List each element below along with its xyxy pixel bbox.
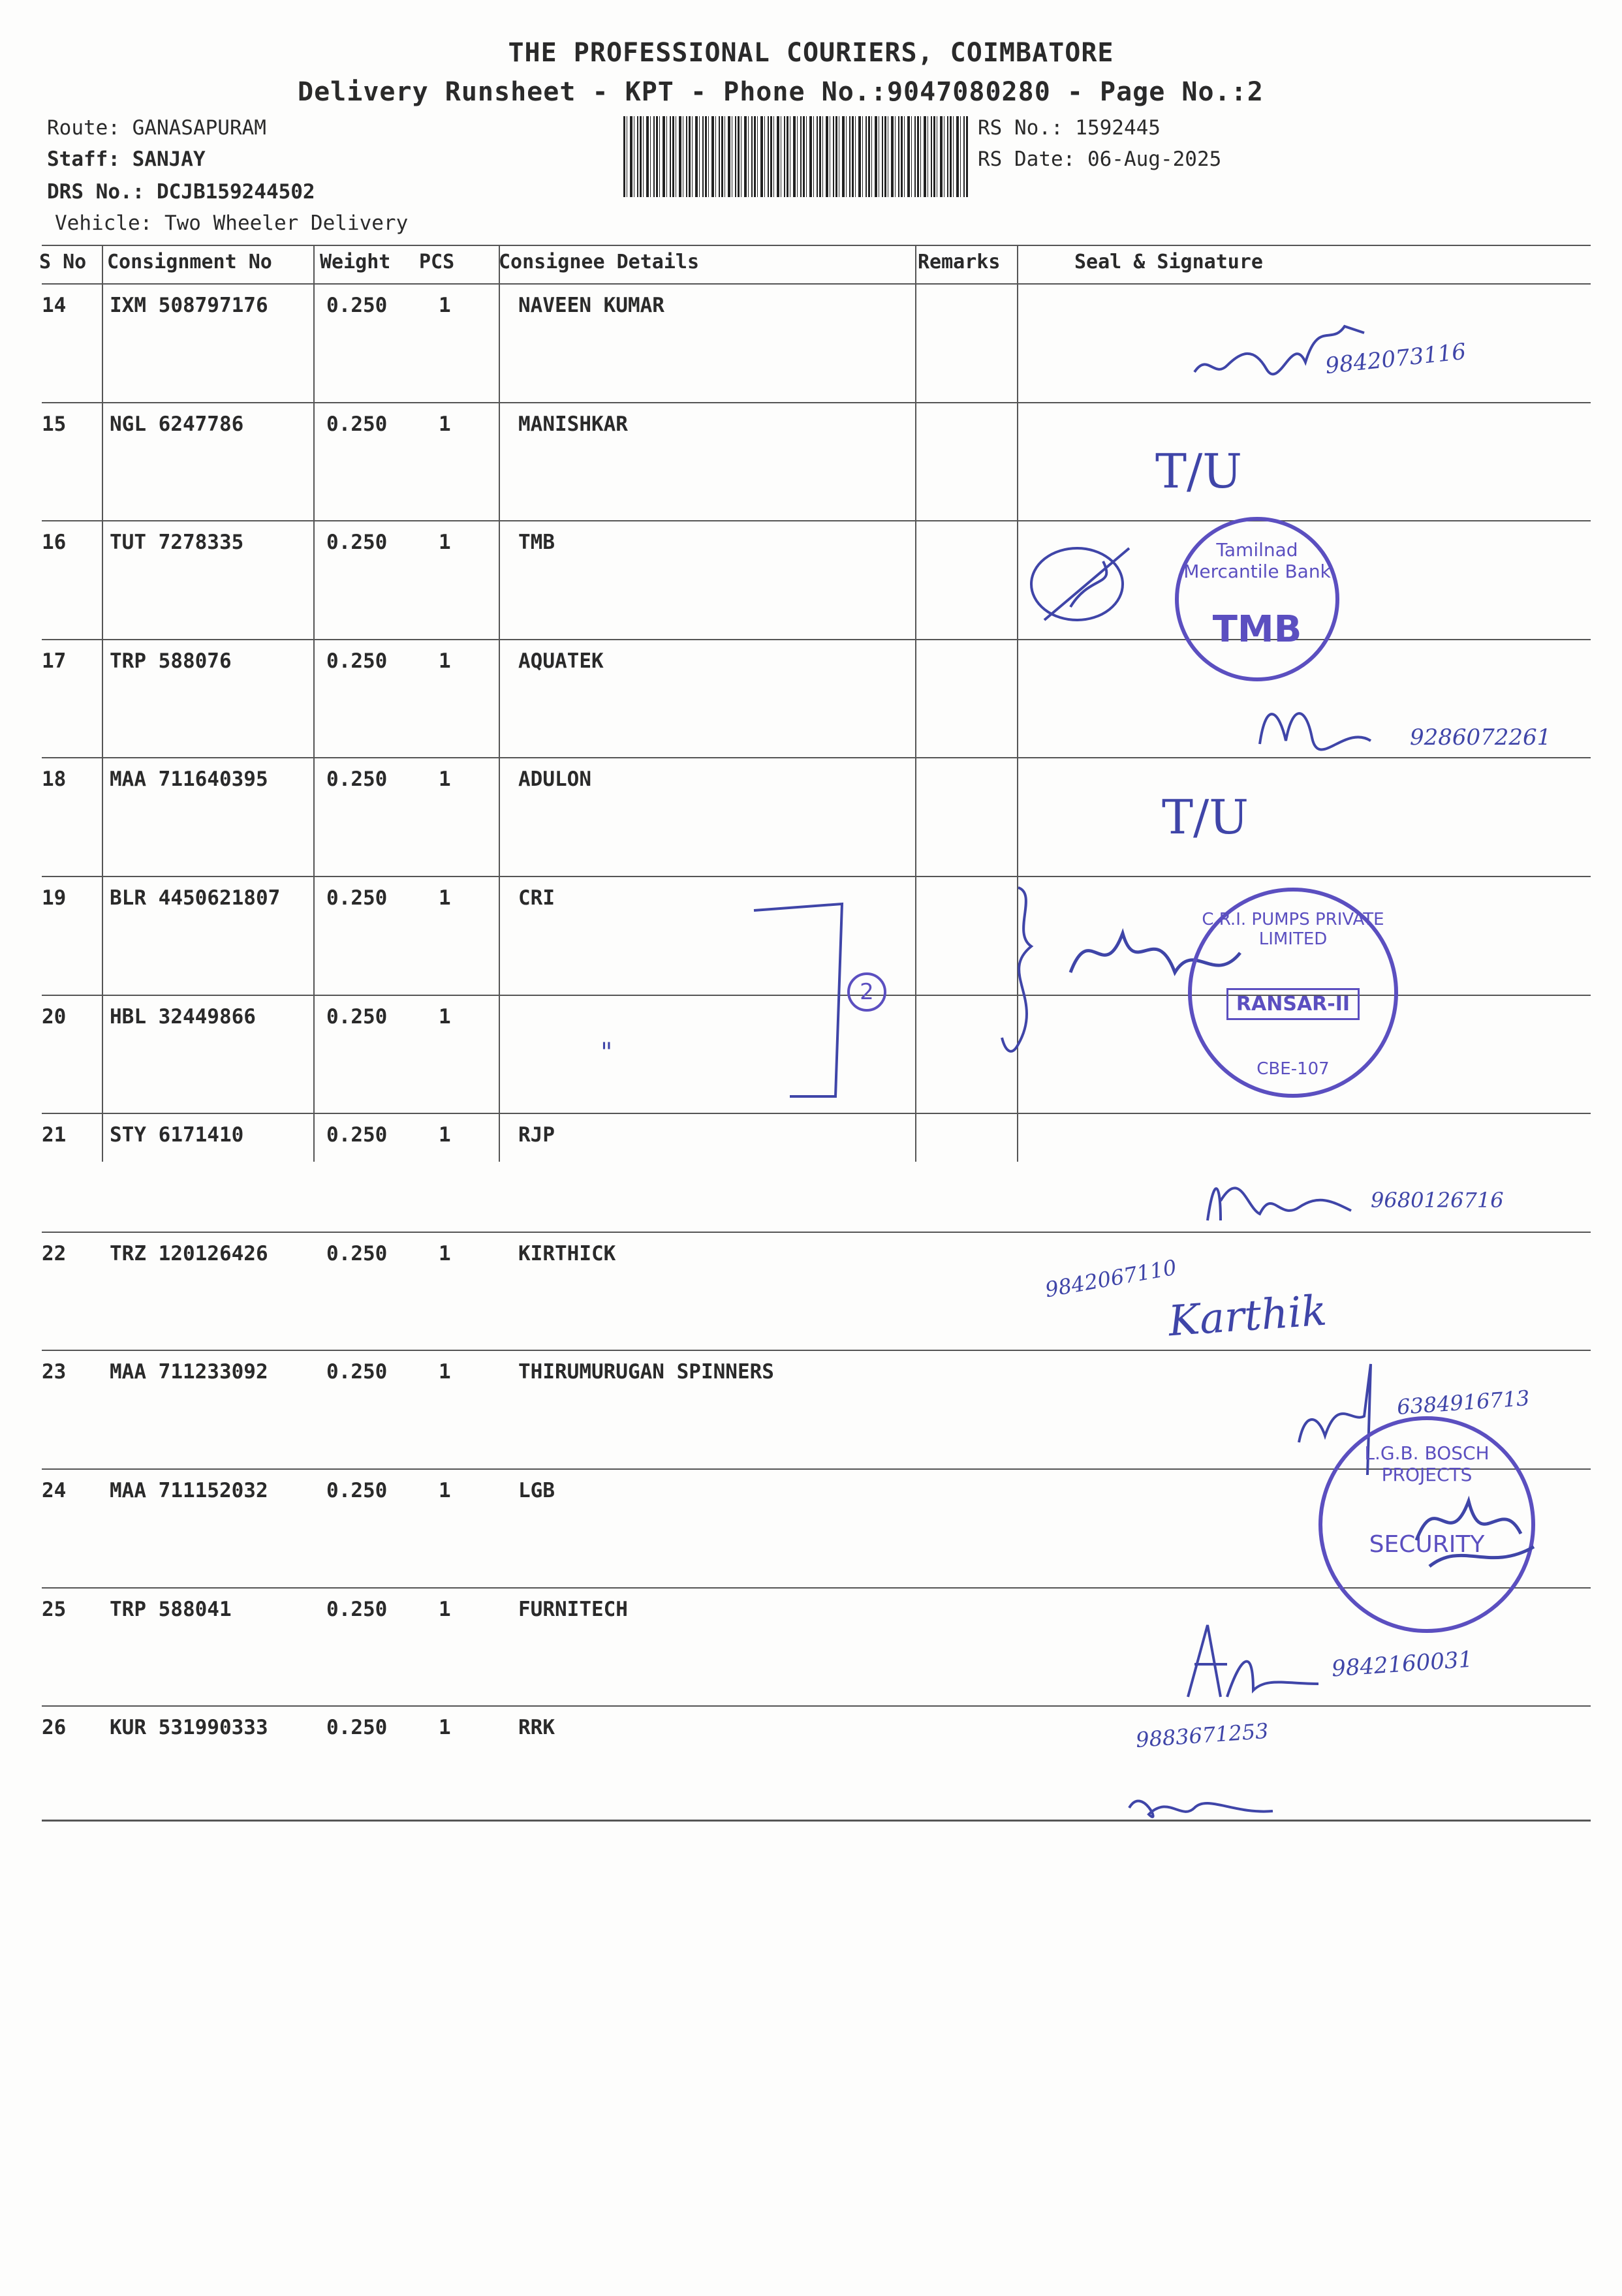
row-consignment-no: MAA 711152032	[110, 1479, 268, 1502]
row-sno: 26	[42, 1716, 67, 1740]
row-sno: 14	[42, 294, 67, 317]
row-pcs: 1	[439, 1123, 451, 1147]
col-consignee: Consignee Details	[499, 251, 700, 273]
runsheet-subtitle: Delivery Runsheet - KPT - Phone No.:9047080280 - Page No.:2	[298, 77, 1264, 107]
row-sno: 22	[42, 1241, 67, 1265]
phone-note: 9883671253	[1134, 1718, 1270, 1753]
lgb-stamp: L.G.B. BOSCH PROJECTS SECURITY	[1318, 1416, 1535, 1633]
ditto-mark: "	[600, 1038, 613, 1068]
barcode	[623, 116, 968, 197]
row-consignee: MANISHKAR	[518, 412, 628, 436]
row-consignee: RRK	[518, 1716, 555, 1740]
phone-note: 9286072261	[1410, 724, 1552, 751]
row-weight: 0.250	[326, 1360, 388, 1384]
row-consignee: TMB	[518, 531, 555, 555]
row-sno: 25	[42, 1597, 67, 1621]
row-sno: 24	[42, 1479, 67, 1502]
row-pcs: 1	[439, 1004, 451, 1029]
row-weight: 0.250	[326, 1479, 388, 1502]
table-top-rule	[42, 245, 1591, 246]
col-pcs: PCS	[419, 251, 455, 273]
staff-label: Staff: SANJAY	[47, 147, 206, 171]
phone-note: 9842160031	[1330, 1646, 1474, 1683]
row-sno: 19	[42, 886, 67, 910]
col-divider	[499, 245, 500, 1162]
col-weight: Weight	[320, 251, 391, 273]
row-pcs: 1	[439, 1360, 451, 1384]
tu-note: T/U	[1162, 790, 1249, 845]
row-weight: 0.250	[326, 1716, 388, 1740]
row-consignment-no: TUT 7278335	[110, 531, 244, 555]
rs-date: RS Date: 06-Aug-2025	[978, 147, 1222, 171]
table-header-rule	[42, 283, 1591, 285]
row-weight: 0.250	[326, 1597, 388, 1621]
phone-note: 6384916713	[1396, 1385, 1531, 1420]
row-consignment-no: TRP 588041	[110, 1597, 232, 1621]
row-consignment-no: HBL 32449866	[110, 1004, 256, 1029]
row-consignment-no: MAA 711640395	[110, 768, 268, 792]
cri-stamp: C.R.I. PUMPS PRIVATE LIMITED RANSAR-II CBE-107	[1188, 888, 1398, 1098]
row-consignment-no: KUR 531990333	[110, 1716, 268, 1740]
row-divider	[42, 1705, 1591, 1707]
row-consignment-no: NGL 6247786	[110, 412, 244, 436]
signature-scribble	[1253, 685, 1384, 757]
col-divider	[102, 245, 103, 1162]
row-sno: 17	[42, 649, 67, 673]
row-divider	[42, 520, 1591, 521]
row-sno: 15	[42, 412, 67, 436]
row-weight: 0.250	[326, 531, 388, 555]
company-title: THE PROFESSIONAL COURIERS, COIMBATORE	[508, 38, 1114, 68]
col-divider	[313, 245, 315, 1162]
signature-scribble	[1201, 1162, 1358, 1233]
row-pcs: 1	[439, 1716, 451, 1740]
tmb-stamp: Tamilnad Mercantile Bank TMB	[1175, 517, 1339, 681]
row-pcs: 1	[439, 886, 451, 910]
row-consignee: THIRUMURUGAN SPINNERS	[518, 1360, 774, 1384]
row-consignment-no: BLR 4450621807	[110, 886, 281, 910]
row-divider	[42, 1113, 1591, 1114]
row-weight: 0.250	[326, 886, 388, 910]
row-consignment-no: STY 6171410	[110, 1123, 244, 1147]
circled-mark: 2	[847, 972, 886, 1012]
row-weight: 0.250	[326, 412, 388, 436]
row-consignment-no: MAA 711233092	[110, 1360, 268, 1384]
row-weight: 0.250	[326, 649, 388, 673]
row-consignee: CRI	[518, 886, 555, 910]
col-consignment: Consignment No	[107, 251, 272, 273]
row-consignee: FURNITECH	[518, 1597, 628, 1621]
row-divider	[42, 1232, 1591, 1233]
row-consignee: KIRTHICK	[518, 1241, 616, 1265]
row-divider	[42, 757, 1591, 758]
row-consignee: AQUATEK	[518, 649, 604, 673]
row-pcs: 1	[439, 1479, 451, 1502]
row-consignee: NAVEEN KUMAR	[518, 294, 664, 317]
phone-note: 9680126716	[1371, 1188, 1504, 1213]
phone-note: 9842067110	[1043, 1254, 1179, 1303]
col-seal-signature: Seal & Signature	[1074, 251, 1263, 273]
row-weight: 0.250	[326, 1004, 388, 1029]
row-weight: 0.250	[326, 768, 388, 792]
table-bottom-rule	[42, 1820, 1591, 1822]
row-pcs: 1	[439, 294, 451, 317]
row-sno: 21	[42, 1123, 67, 1147]
signature-scribble	[1410, 1475, 1540, 1579]
row-consignment-no: IXM 508797176	[110, 294, 268, 317]
tu-note: T/U	[1155, 444, 1242, 499]
row-pcs: 1	[439, 649, 451, 673]
row-consignment-no: TRP 588076	[110, 649, 232, 673]
row-pcs: 1	[439, 531, 451, 555]
row-weight: 0.250	[326, 1123, 388, 1147]
signature-scribble	[1123, 1782, 1279, 1834]
col-remarks: Remarks	[918, 251, 1001, 273]
row-divider	[42, 639, 1591, 640]
row-weight: 0.250	[326, 1241, 388, 1265]
row-sno: 23	[42, 1360, 67, 1384]
row-sno: 20	[42, 1004, 67, 1029]
rs-number: RS No.: 1592445	[978, 116, 1161, 140]
phone-note: 9842073116	[1324, 338, 1467, 380]
row-consignee: RJP	[518, 1123, 555, 1147]
row-consignee: ADULON	[518, 768, 591, 792]
drs-number: DRS No.: DCJB159244502	[47, 180, 315, 204]
row-consignee: LGB	[518, 1479, 555, 1502]
vehicle-label: Vehicle: Two Wheeler Delivery	[55, 211, 409, 235]
row-sno: 16	[42, 531, 67, 555]
row-pcs: 1	[439, 768, 451, 792]
row-divider	[42, 402, 1591, 403]
row-sno: 18	[42, 768, 67, 792]
signature-scribble	[1025, 535, 1155, 633]
row-pcs: 1	[439, 1597, 451, 1621]
row-divider	[42, 1350, 1591, 1351]
row-pcs: 1	[439, 412, 451, 436]
col-divider	[915, 245, 916, 1162]
row-divider	[42, 876, 1591, 877]
route-label: Route: GANASAPURAM	[47, 116, 266, 140]
signature-scribble	[1168, 1619, 1325, 1710]
col-sno: S No	[39, 251, 87, 273]
signature-name: Karthik	[1166, 1286, 1329, 1346]
row-consignment-no: TRZ 120126426	[110, 1241, 268, 1265]
row-weight: 0.250	[326, 294, 388, 317]
row-pcs: 1	[439, 1241, 451, 1265]
